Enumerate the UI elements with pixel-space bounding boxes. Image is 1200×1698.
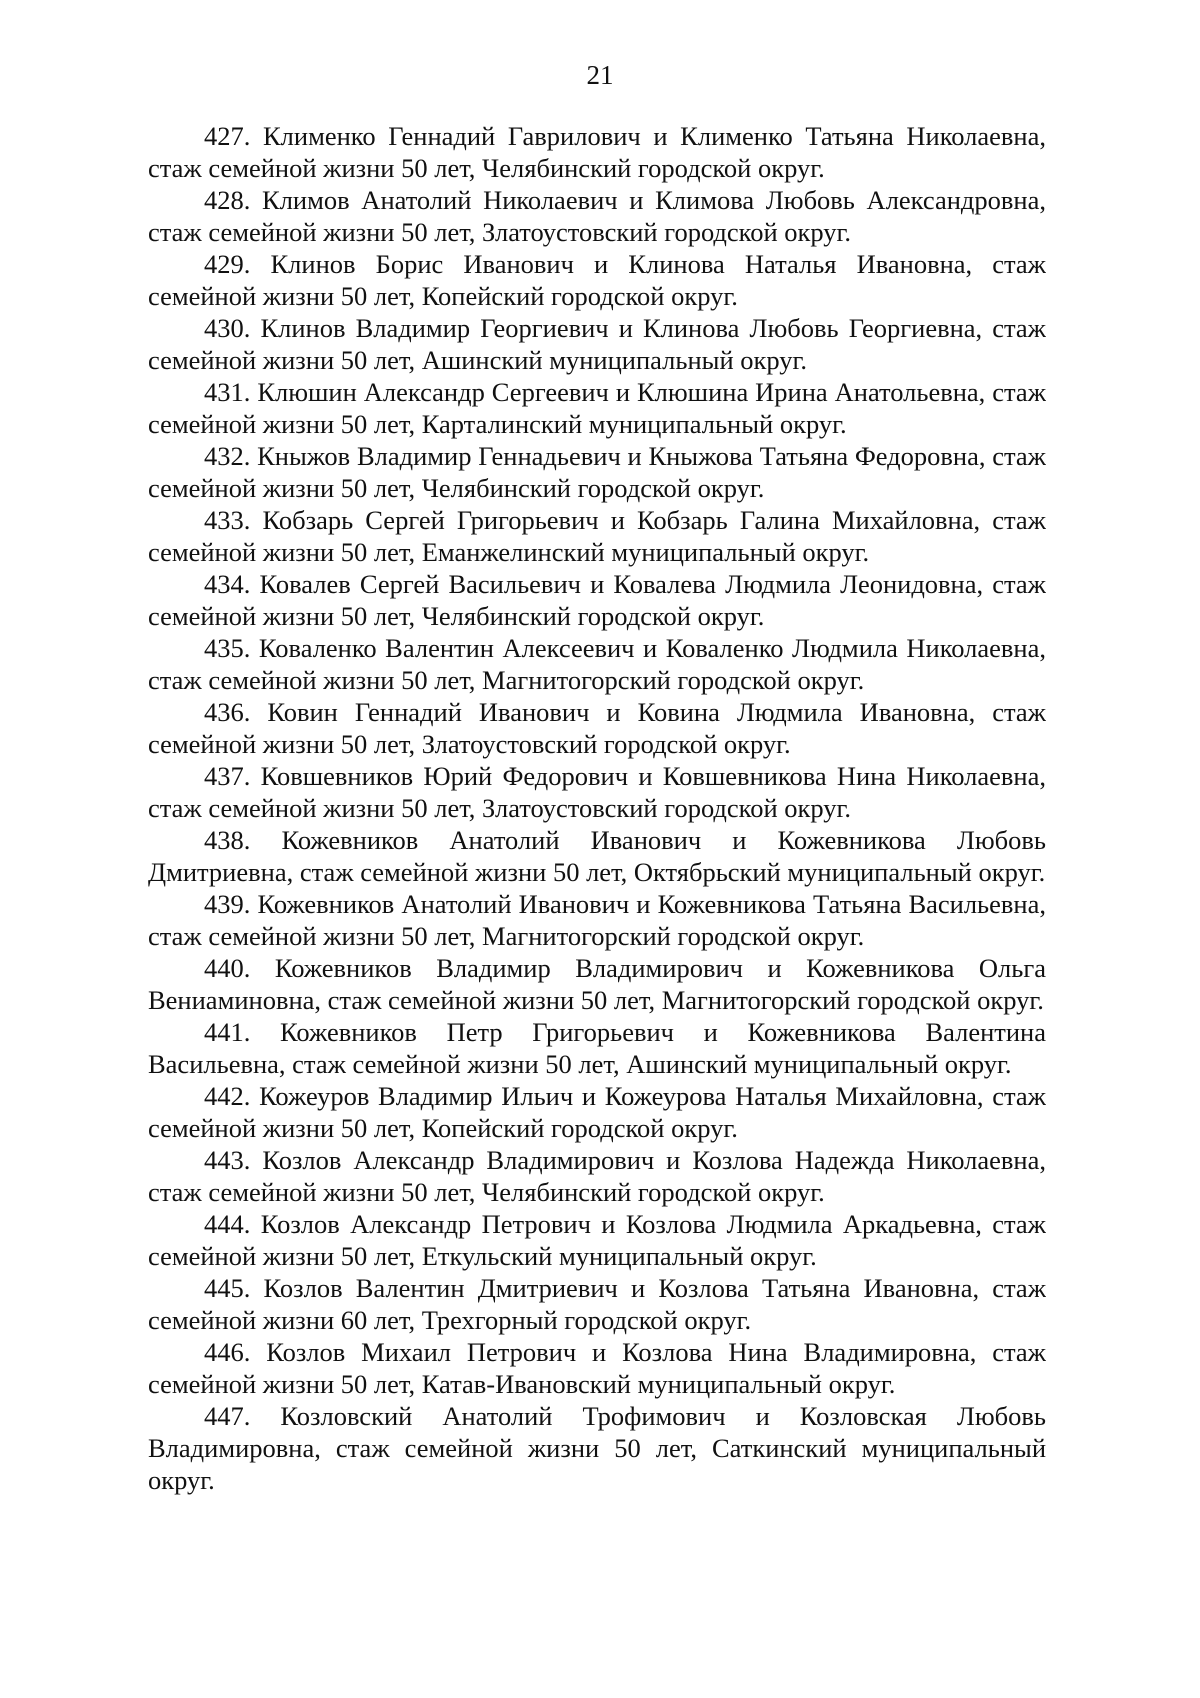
- list-item: 437. Ковшевников Юрий Федорович и Ковшевникова Нина Николаевна, стаж семейной жизни 50 лет, Златоустовский городской округ.: [148, 761, 1046, 823]
- list-item: 444. Козлов Александр Петрович и Козлова Людмила Аркадьевна, стаж семейной жизни 50 лет, Еткульский муниципальный округ.: [148, 1209, 1046, 1271]
- list-item: 432. Кныжов Владимир Геннадьевич и Кныжова Татьяна Федоровна, стаж семейной жизни 50 лет, Челябинский городской округ.: [148, 441, 1046, 503]
- list-item: 429. Клинов Борис Иванович и Клинова Наталья Ивановна, стаж семейной жизни 50 лет, Копейский городской округ.: [148, 249, 1046, 311]
- list-item: 433. Кобзарь Сергей Григорьевич и Кобзарь Галина Михайловна, стаж семейной жизни 50 лет, Еманжелинский муниципальный округ.: [148, 505, 1046, 567]
- list-item: 447. Козловский Анатолий Трофимович и Козловская Любовь Владимировна, стаж семейной жизни 50 лет, Саткинский муниципальный округ.: [148, 1401, 1046, 1495]
- list-item: 446. Козлов Михаил Петрович и Козлова Нина Владимировна, стаж семейной жизни 50 лет, Катав-Ивановский муниципальный округ.: [148, 1337, 1046, 1399]
- list-item: 443. Козлов Александр Владимирович и Козлова Надежда Николаевна, стаж семейной жизни 50 лет, Челябинский городской округ.: [148, 1145, 1046, 1207]
- list-item: 434. Ковалев Сергей Васильевич и Ковалева Людмила Леонидовна, стаж семейной жизни 50 лет, Челябинский городской округ.: [148, 569, 1046, 631]
- list-item: 442. Кожеуров Владимир Ильич и Кожеурова Наталья Михайловна, стаж семейной жизни 50 лет, Копейский городской округ.: [148, 1081, 1046, 1143]
- list-item: 441. Кожевников Петр Григорьевич и Кожевникова Валентина Васильевна, стаж семейной жизни 50 лет, Ашинский муниципальный округ.: [148, 1017, 1046, 1079]
- list-item: 427. Клименко Геннадий Гаврилович и Клименко Татьяна Николаевна, стаж семейной жизни 50 лет, Челябинский городской округ.: [148, 121, 1046, 183]
- list-item: 436. Ковин Геннадий Иванович и Ковина Людмила Ивановна, стаж семейной жизни 50 лет, Златоустовский городской округ.: [148, 697, 1046, 759]
- list-item: 440. Кожевников Владимир Владимирович и Кожевникова Ольга Вениаминовна, стаж семейной жизни 50 лет, Магнитогорский городской округ.: [148, 953, 1046, 1015]
- list-item: 431. Клюшин Александр Сергеевич и Клюшина Ирина Анатольевна, стаж семейной жизни 50 лет, Карталинский муниципальный округ.: [148, 377, 1046, 439]
- list-item: 435. Коваленко Валентин Алексеевич и Коваленко Людмила Николаевна, стаж семейной жизни 50 лет, Магнитогорский городской округ.: [148, 633, 1046, 695]
- list-item: 428. Климов Анатолий Николаевич и Климова Любовь Александровна, стаж семейной жизни 50 лет, Златоустовский городской округ.: [148, 185, 1046, 247]
- list-item: 445. Козлов Валентин Дмитриевич и Козлова Татьяна Ивановна, стаж семейной жизни 60 лет, Трехгорный городской округ.: [148, 1273, 1046, 1335]
- list-item: 438. Кожевников Анатолий Иванович и Кожевникова Любовь Дмитриевна, стаж семейной жизни 50 лет, Октябрьский муниципальный округ.: [148, 825, 1046, 887]
- list-item: 439. Кожевников Анатолий Иванович и Кожевникова Татьяна Васильевна, стаж семейной жизни 50 лет, Магнитогорский городской округ.: [148, 889, 1046, 951]
- page-number: 21: [586, 60, 614, 90]
- entries-list: [148, 120, 1046, 1496]
- list-item: 430. Клинов Владимир Георгиевич и Клинова Любовь Георгиевна, стаж семейной жизни 50 лет, Ашинский муниципальный округ.: [148, 313, 1046, 375]
